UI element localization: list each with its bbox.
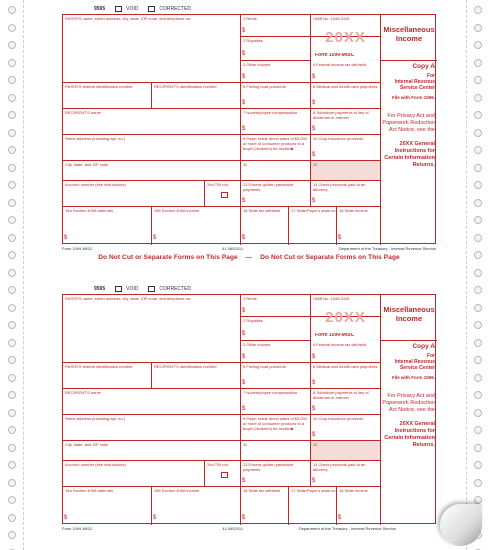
form-box18-label: 18 State income <box>339 488 368 493</box>
form-box16-label: 16 State tax withheld <box>243 208 281 213</box>
form-box4-label: 4 Federal income tax withheld <box>313 62 367 67</box>
tractor-hole <box>474 444 482 452</box>
form-box14-label: 14 Gross proceeds paid to an attorney <box>313 182 366 192</box>
tin-checkbox[interactable] <box>221 192 228 198</box>
tractor-hole <box>8 199 16 207</box>
form-dollar-label: $ <box>312 354 316 360</box>
payer-name-box[interactable] <box>63 15 241 83</box>
form-box15b-label: 15b Section 409A income <box>154 208 200 213</box>
form-box17-label: 17 State/Payer's state no. <box>291 488 337 493</box>
tractor-hole <box>474 164 482 172</box>
form-copy_irs-label: Internal Revenue Service Center <box>394 359 435 371</box>
tractor-hole <box>8 531 16 539</box>
tractor-hole <box>474 269 482 277</box>
tractor-hole <box>8 129 16 137</box>
form-dollar-label: $ <box>64 515 68 521</box>
box-13-golden-parachute[interactable] <box>241 461 311 487</box>
box-3-other-income[interactable] <box>241 341 311 363</box>
cut-warning: Do Not Cut or Separate Forms on This Page — Do Not Cut or Separate Forms on This Page <box>98 254 400 261</box>
city-box[interactable] <box>63 161 241 181</box>
form-copy_for-label: For <box>426 353 435 359</box>
form-tin_not-label: 2nd TIN not. <box>207 182 229 187</box>
box-15b-income[interactable] <box>152 487 241 525</box>
form-street-label: Street address (including apt. no.) <box>65 136 126 141</box>
copy-a-box <box>381 341 437 525</box>
form-box2-label: 2 Royalties <box>243 318 263 323</box>
tractor-hole <box>8 496 16 504</box>
form-box12-label: 12 <box>313 442 318 447</box>
form-dollar-label: $ <box>338 515 342 521</box>
tractor-hole <box>8 251 16 259</box>
box-11[interactable] <box>241 441 311 461</box>
tin-checkbox[interactable] <box>221 472 228 478</box>
form-year-label: 20XX <box>325 309 366 326</box>
year-box <box>311 305 381 341</box>
recipient-name-box[interactable] <box>63 109 241 135</box>
tractor-hole <box>474 146 482 154</box>
box-1-rents[interactable] <box>241 295 311 317</box>
box-15a-deferrals[interactable] <box>63 207 152 245</box>
form-dollar-label: $ <box>242 308 246 314</box>
cut_line-label: Do Not Cut or Separate Forms on This Page <box>260 254 400 261</box>
tractor-hole <box>474 199 482 207</box>
box-10-crop[interactable] <box>311 415 381 441</box>
tractor-hole <box>474 321 482 329</box>
form-box16-label: 16 State tax withheld <box>243 488 281 493</box>
form-dollar-label: $ <box>64 235 68 241</box>
tractor-hole <box>8 41 16 49</box>
form-dollar-label: $ <box>312 478 316 484</box>
form-dollar-label: $ <box>312 380 316 386</box>
form-dollar-label: $ <box>242 74 246 80</box>
void-label: VOID <box>126 6 139 12</box>
form-recipient_name-label: RECIPIENT'S name <box>65 390 101 395</box>
tractor-hole <box>8 111 16 119</box>
page-curl <box>440 504 482 546</box>
tractor-hole <box>8 374 16 382</box>
form-dollar-label: $ <box>312 126 316 132</box>
void_label-label: VOID <box>126 286 139 292</box>
form-box6-label: 6 Medical and health care payments <box>313 364 378 369</box>
form-dollar-label: $ <box>153 515 157 521</box>
form-box6-label: 6 Medical and health care payments <box>313 84 378 89</box>
form-privacy-label: For Privacy Act and Paperwork Reduction Act Notice, see the <box>382 393 435 413</box>
tractor-hole <box>8 479 16 487</box>
form-form_no-label: Form 1099-MISC <box>315 53 355 58</box>
tractor-hole <box>8 444 16 452</box>
box-16-state-tax[interactable] <box>241 487 289 525</box>
form-1099-misc-top <box>62 14 436 244</box>
tractor-hole <box>8 339 16 347</box>
form-1099-misc-bottom <box>62 294 436 524</box>
account-box[interactable] <box>63 181 205 207</box>
box-12[interactable] <box>311 161 381 181</box>
form-footer_form-label: Form 1099-MISC <box>62 246 93 251</box>
account-box[interactable] <box>63 461 205 487</box>
form-dollar-label: $ <box>153 235 157 241</box>
form-box17-label: 17 State/Payer's state no. <box>291 208 337 213</box>
form-dollar-label: $ <box>242 331 246 337</box>
box-17-state-no[interactable] <box>289 487 337 525</box>
tractor-hole <box>474 94 482 102</box>
box-5-fishing[interactable] <box>241 363 311 389</box>
recipient-id-box[interactable] <box>152 83 241 109</box>
top-footer <box>62 246 436 251</box>
form-box2-label: 2 Royalties <box>243 38 263 43</box>
form-box12-label: 12 <box>313 162 318 167</box>
bottom-form-header <box>62 284 191 294</box>
form-city-label: City, state, and ZIP code <box>65 162 109 167</box>
box-3-other-income[interactable] <box>241 61 311 83</box>
form-omb-label: OMB No. 1545-0115 <box>313 296 350 301</box>
form-dollar-label: $ <box>242 515 246 521</box>
tractor-hole <box>474 339 482 347</box>
cut_line-label: Do Not Cut or Separate Forms on This Page <box>98 254 238 261</box>
form-dollar-label: $ <box>312 152 316 158</box>
form-copy_irs-label: Internal Revenue Service Center <box>394 79 435 91</box>
tractor-hole <box>474 391 482 399</box>
form-dollar-label: $ <box>312 74 316 80</box>
form-account-label: Account number (see instructions) <box>65 182 126 187</box>
box-12[interactable] <box>311 441 381 461</box>
box-15b-income[interactable] <box>152 207 241 245</box>
form-copy_for-label: For <box>426 73 435 79</box>
form-dollar-label: $ <box>242 126 246 132</box>
tractor-hole <box>8 461 16 469</box>
form-footer_form-label: Form 1099-MISC <box>62 526 93 531</box>
form-box18-label: 18 State income <box>339 208 368 213</box>
form-box13-label: 13 Excess golden parachute payments <box>243 462 294 472</box>
box-8-substitute[interactable] <box>311 389 381 415</box>
form-footer_dept-label: Department of the Treasury - Internal Revenue Service <box>298 526 396 531</box>
tractor-hole <box>8 391 16 399</box>
form-general-label: 20XX General Instructions for Certain Information Returns. <box>384 421 435 448</box>
form-tin_not-label: 2nd TIN not. <box>207 462 229 467</box>
form-recipient_id-label: RECIPIENT'S identification number <box>154 84 217 89</box>
form-file_with-label: File with Form 1096. <box>391 95 435 100</box>
form-dollar-label: $ <box>312 198 316 204</box>
tractor-hole <box>8 146 16 154</box>
tractor-hole <box>8 514 16 522</box>
box-11[interactable] <box>241 161 311 181</box>
form-dollar-label: $ <box>242 354 246 360</box>
tractor-hole <box>474 181 482 189</box>
tractor-hole <box>474 479 482 487</box>
corrected_label-label: CORRECTED <box>159 286 192 292</box>
form-box3-label: 3 Other income <box>243 342 271 347</box>
tractor-hole <box>474 304 482 312</box>
void-checkbox-2[interactable] <box>115 286 122 292</box>
tractor-hole <box>474 461 482 469</box>
form-account-label: Account number (see instructions) <box>65 462 126 467</box>
box-8-substitute[interactable] <box>311 109 381 135</box>
bottom-footer <box>62 526 436 531</box>
form-box4-label: 4 Federal income tax withheld <box>313 342 367 347</box>
form-dollar-label: $ <box>242 198 246 204</box>
form-box10-label: 10 Crop insurance proceeds <box>313 136 364 141</box>
box-14-attorney[interactable] <box>311 461 381 487</box>
form-misc_title-label: Miscellaneous Income <box>383 305 435 323</box>
tractor-hole <box>474 496 482 504</box>
tractor-hole <box>474 76 482 84</box>
form-box15a-label: 15a Section 409A deferrals <box>65 208 114 213</box>
corrected-checkbox[interactable] <box>148 6 155 12</box>
form-box5-label: 5 Fishing boat proceeds <box>243 84 286 89</box>
misc-title-box <box>381 15 437 61</box>
form-box5-label: 5 Fishing boat proceeds <box>243 364 286 369</box>
void-checkbox[interactable] <box>115 6 122 12</box>
tractor-hole <box>8 24 16 32</box>
tin-not-box[interactable] <box>205 461 241 487</box>
payer-fid-box[interactable] <box>63 363 152 389</box>
box-13-golden-parachute[interactable] <box>241 181 311 207</box>
form-box9-label: 9 Payer made direct sales of $5,000 or more of consumer products to a buyer (recipient) for resale ▶ <box>243 416 308 431</box>
form-box11-label: 11 <box>243 442 248 447</box>
form-box13-label: 13 Excess golden parachute payments <box>243 182 294 192</box>
form-privacy-label: For Privacy Act and Paperwork Reduction Act Notice, see the <box>382 113 435 133</box>
form-dollar-label: $ <box>242 235 246 241</box>
form-box11-label: 11 <box>243 162 248 167</box>
tractor-hole <box>474 41 482 49</box>
copy-a-box <box>381 61 437 245</box>
tractor-hole <box>8 76 16 84</box>
tractor-hole <box>8 234 16 242</box>
tractor-hole <box>8 164 16 172</box>
form-dollar-label: $ <box>242 380 246 386</box>
form-footer_dept-label: Department of the Treasury - Internal Revenue Service <box>338 246 436 251</box>
form-footer_cat-label: 41-0652411 <box>222 246 244 251</box>
form-box1-label: 1 Rents <box>243 296 257 301</box>
form-box15b-label: 15b Section 409A income <box>154 488 200 493</box>
payer-fid-box[interactable] <box>63 83 152 109</box>
tractor-hole <box>474 286 482 294</box>
form-dollar-label: $ <box>242 406 246 412</box>
tractor-hole <box>8 269 16 277</box>
tractor-hole <box>474 216 482 224</box>
form-street-label: Street address (including apt. no.) <box>65 416 126 421</box>
form-payer_name-label: PAYER'S name, street address, city, state, ZIP code, and telephone no. <box>65 296 192 301</box>
form-payer_fid-label: PAYER'S federal identification number <box>65 364 133 369</box>
recipient-id-box[interactable] <box>152 363 241 389</box>
misc-title-box <box>381 295 437 341</box>
box-17-state-no[interactable] <box>289 207 337 245</box>
form-dollar-label: $ <box>242 51 246 57</box>
form-dollar-label: $ <box>312 100 316 106</box>
form-omb-label: OMB No. 1545-0115 <box>313 16 350 21</box>
tractor-hole <box>474 234 482 242</box>
box-6-medical[interactable] <box>311 83 381 109</box>
form-payer_name-label: PAYER'S name, street address, city, state, ZIP code, and telephone no. <box>65 16 192 21</box>
box-16-state-tax[interactable] <box>241 207 289 245</box>
box-9-direct-sales[interactable] <box>241 135 311 161</box>
tractor-hole <box>474 6 482 14</box>
box-15a-deferrals[interactable] <box>63 487 152 525</box>
top_code-label: 9595 <box>94 286 106 292</box>
corrected-checkbox-2[interactable] <box>148 286 155 292</box>
form-general-label: 20XX General Instructions for Certain Information Returns. <box>384 141 435 168</box>
tractor-hole <box>474 251 482 259</box>
box-9-direct-sales[interactable] <box>241 415 311 441</box>
tractor-hole <box>8 304 16 312</box>
form-payer_fid-label: PAYER'S federal identification number <box>65 84 133 89</box>
tractor-hole <box>474 409 482 417</box>
tractor-hole <box>474 111 482 119</box>
box-6-medical[interactable] <box>311 363 381 389</box>
form-city-label: City, state, and ZIP code <box>65 442 109 447</box>
form-recipient_id-label: RECIPIENT'S identification number <box>154 364 217 369</box>
form-box7-label: 7 Nonemployee compensation <box>243 390 298 395</box>
form-dollar-label: $ <box>242 478 246 484</box>
tractor-hole <box>8 286 16 294</box>
tractor-hole <box>474 59 482 67</box>
tractor-hole <box>8 356 16 364</box>
form-box1-label: 1 Rents <box>243 16 257 21</box>
form-copy_a-label: Copy A <box>412 63 435 70</box>
box-5-fishing[interactable] <box>241 83 311 109</box>
form-box8-label: 8 Substitute payments in lieu of dividends or interest <box>313 390 369 400</box>
tractor-hole <box>8 216 16 224</box>
tractor-hole <box>8 6 16 14</box>
box-7-nonemployee[interactable] <box>241 109 311 135</box>
recipient-name-box[interactable] <box>63 389 241 415</box>
form-file_with-label: File with Form 1096. <box>391 375 435 380</box>
form-misc_title-label: Miscellaneous Income <box>383 25 435 43</box>
form-box3-label: 3 Other income <box>243 62 271 67</box>
form-dollar-label: $ <box>312 406 316 412</box>
city-box[interactable] <box>63 441 241 461</box>
tractor-hole <box>8 94 16 102</box>
box-1-rents[interactable] <box>241 15 311 37</box>
payer-name-box[interactable] <box>63 295 241 363</box>
form-dollar-label: $ <box>242 28 246 34</box>
form-year-label: 20XX <box>325 29 366 46</box>
box-14-attorney[interactable] <box>311 181 381 207</box>
form-box8-label: 8 Substitute payments in lieu of dividends or interest <box>313 110 369 120</box>
box-2-royalties[interactable] <box>241 37 311 61</box>
tractor-hole <box>474 129 482 137</box>
street-box[interactable] <box>63 415 241 441</box>
form-form_no-label: Form 1099-MISC <box>315 333 355 338</box>
tractor-hole <box>8 409 16 417</box>
form-copy_a-label: Copy A <box>412 343 435 350</box>
form-dollar-label: $ <box>242 100 246 106</box>
box-4-federal-tax[interactable] <box>311 341 381 363</box>
form-box7-label: 7 Nonemployee compensation <box>243 110 298 115</box>
box-2-royalties[interactable] <box>241 317 311 341</box>
tractor-hole <box>8 426 16 434</box>
tractor-hole <box>8 59 16 67</box>
form-box9-label: 9 Payer made direct sales of $5,000 or more of consumer products to a buyer (recipient) for resale ▶ <box>243 136 308 151</box>
tin-not-box[interactable] <box>205 181 241 207</box>
tractor-hole <box>474 426 482 434</box>
form-recipient_name-label: RECIPIENT'S name <box>65 110 101 115</box>
street-box[interactable] <box>63 135 241 161</box>
form-box14-label: 14 Gross proceeds paid to an attorney <box>313 462 366 472</box>
form-footer_cat-label: 41-0652411 <box>222 526 244 531</box>
form-box15a-label: 15a Section 409A deferrals <box>65 488 114 493</box>
form-box10-label: 10 Crop insurance proceeds <box>313 416 364 421</box>
tractor-hole <box>8 181 16 189</box>
tractor-hole <box>8 321 16 329</box>
box-18-state-income[interactable] <box>337 487 381 525</box>
box-18-state-income[interactable] <box>337 207 381 245</box>
top-form-header <box>62 4 191 14</box>
box-4-federal-tax[interactable] <box>311 61 381 83</box>
box-10-crop[interactable] <box>311 135 381 161</box>
form-dollar-label: $ <box>338 235 342 241</box>
tractor-hole <box>474 374 482 382</box>
box-7-nonemployee[interactable] <box>241 389 311 415</box>
tractor-hole <box>474 24 482 32</box>
year-box <box>311 25 381 61</box>
form-code: 9595 <box>94 6 106 12</box>
form-dollar-label: $ <box>312 432 316 438</box>
tractor-hole <box>474 356 482 364</box>
corrected-label: CORRECTED <box>159 6 192 12</box>
